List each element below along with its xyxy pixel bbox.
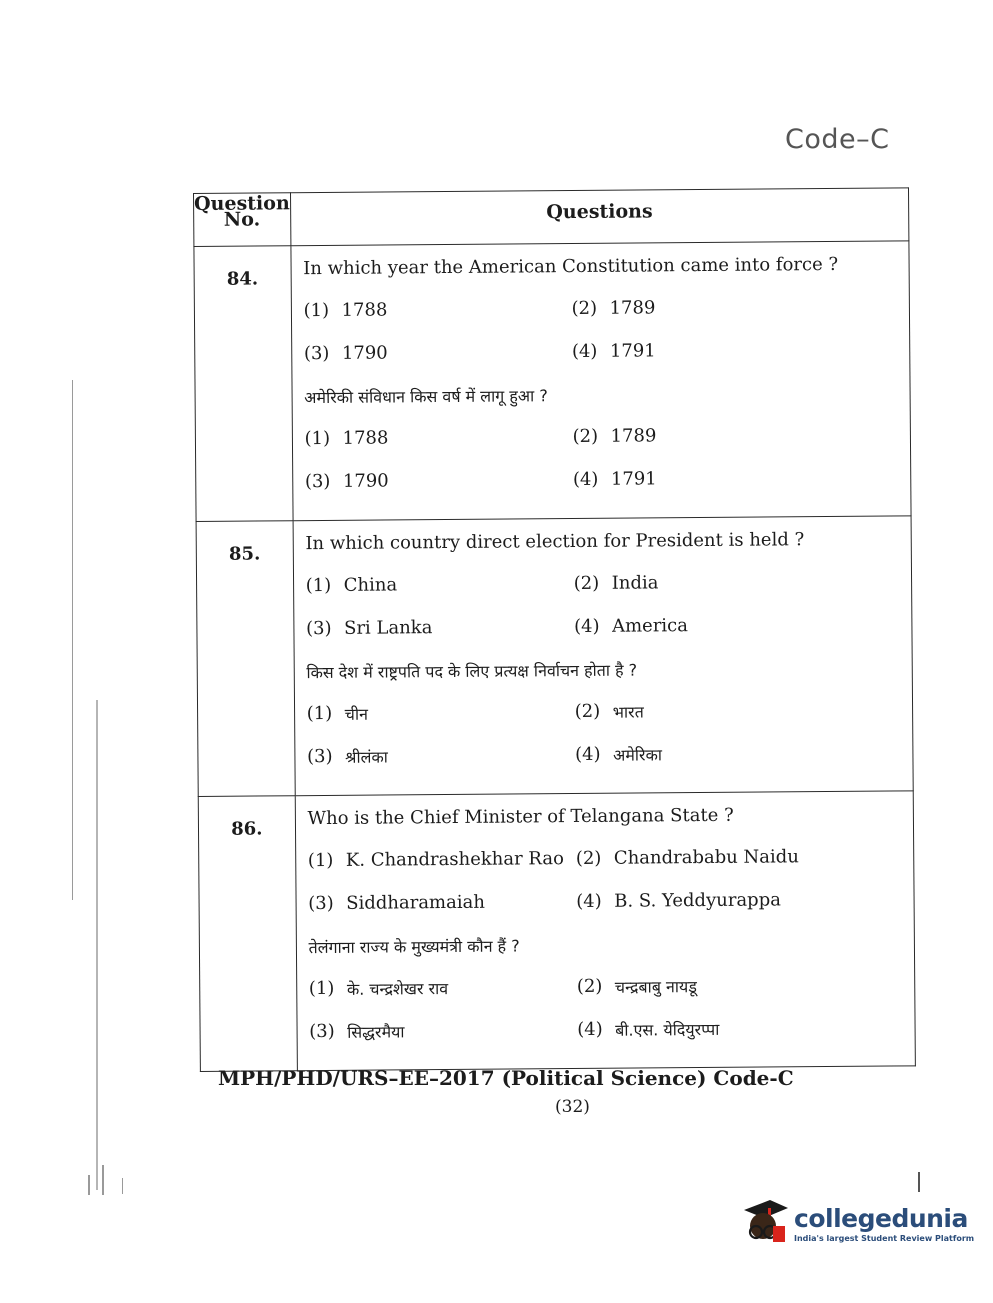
option: (2) India — [573, 572, 659, 595]
option: (1) 1788 — [304, 427, 389, 450]
col-question-no: Question No. — [194, 193, 291, 247]
option: (4) बी.एस. येदियुरप्पा — [577, 1018, 720, 1041]
option: (3) Siddharamaiah — [308, 891, 485, 915]
question-text-hi: अमेरिकी संविधान किस वर्ष में लागू हुआ ? — [304, 386, 548, 408]
exam-footer: MPH/PHD/URS–EE–2017 (Political Science) Code-C — [218, 1066, 794, 1090]
collegedunia-logo — [736, 1196, 974, 1250]
scan-artifact — [88, 1175, 90, 1195]
question-text-en: In which country direct election for President is held ? — [305, 529, 805, 555]
option: (3) 1790 — [303, 342, 388, 365]
option: (3) श्रीलंका — [306, 745, 388, 768]
graduation-cap-mascot-icon — [736, 1196, 790, 1250]
question-number: 86. — [198, 796, 297, 1072]
paper-code: Code–C — [785, 124, 890, 155]
scan-artifact — [96, 700, 98, 1190]
option: (4) America — [573, 615, 689, 638]
option: (4) B. S. Yeddyurappa — [576, 889, 781, 913]
option: (4) 1791 — [572, 468, 657, 491]
option: (1) China — [305, 574, 398, 597]
option: (1) चीन — [306, 702, 369, 725]
option: (2) 1789 — [572, 425, 657, 448]
question-row — [196, 516, 913, 797]
scan-artifact — [122, 1178, 123, 1194]
question-text-hi: किस देश में राष्ट्रपति पद के लिए प्रत्यक्ष निर्वाचन होता है ? — [306, 660, 638, 683]
question-sheet — [193, 187, 916, 1075]
option: (3) 1790 — [304, 470, 389, 493]
question-text-hi: तेलंगाना राज्य के मुख्यमंत्री कौन हैं ? — [308, 936, 520, 958]
question-body — [291, 241, 912, 521]
option: (1) के. चन्द्रशेखर राव — [308, 977, 449, 1000]
option: (4) अमेरिका — [574, 743, 663, 766]
option: (3) सिद्धरमैया — [309, 1020, 405, 1043]
option: (2) चन्द्रबाबु नायडू — [576, 975, 697, 998]
option: (1) K. Chandrashekhar Rao — [307, 848, 564, 872]
table-header-row — [194, 188, 909, 247]
scan-artifact — [102, 1165, 104, 1195]
brand-tagline: India's largest Student Review Platform — [794, 1233, 975, 1243]
question-text-en: Who is the Chief Minister of Telangana State ? — [307, 804, 734, 830]
scan-artifact — [72, 380, 73, 900]
col-questions: Questions — [290, 188, 909, 246]
question-text-en: In which year the American Constitution came into force ? — [303, 253, 839, 280]
question-row — [194, 241, 911, 522]
question-number: 84. — [194, 246, 293, 522]
option: (3) Sri Lanka — [305, 617, 433, 640]
option: (2) भारत — [574, 700, 644, 723]
option: (2) Chandrababu Naidu — [575, 846, 799, 870]
option: (2) 1789 — [571, 297, 656, 320]
question-body — [295, 791, 916, 1071]
question-number: 85. — [196, 521, 295, 797]
brand-name: collegedunia — [794, 1203, 968, 1233]
questions-table — [193, 187, 916, 1072]
option: (4) 1791 — [571, 340, 656, 363]
question-row — [198, 791, 915, 1072]
question-body — [293, 516, 914, 796]
scan-artifact — [918, 1172, 920, 1192]
option: (1) 1788 — [303, 299, 388, 322]
page-number: (32) — [555, 1097, 590, 1117]
